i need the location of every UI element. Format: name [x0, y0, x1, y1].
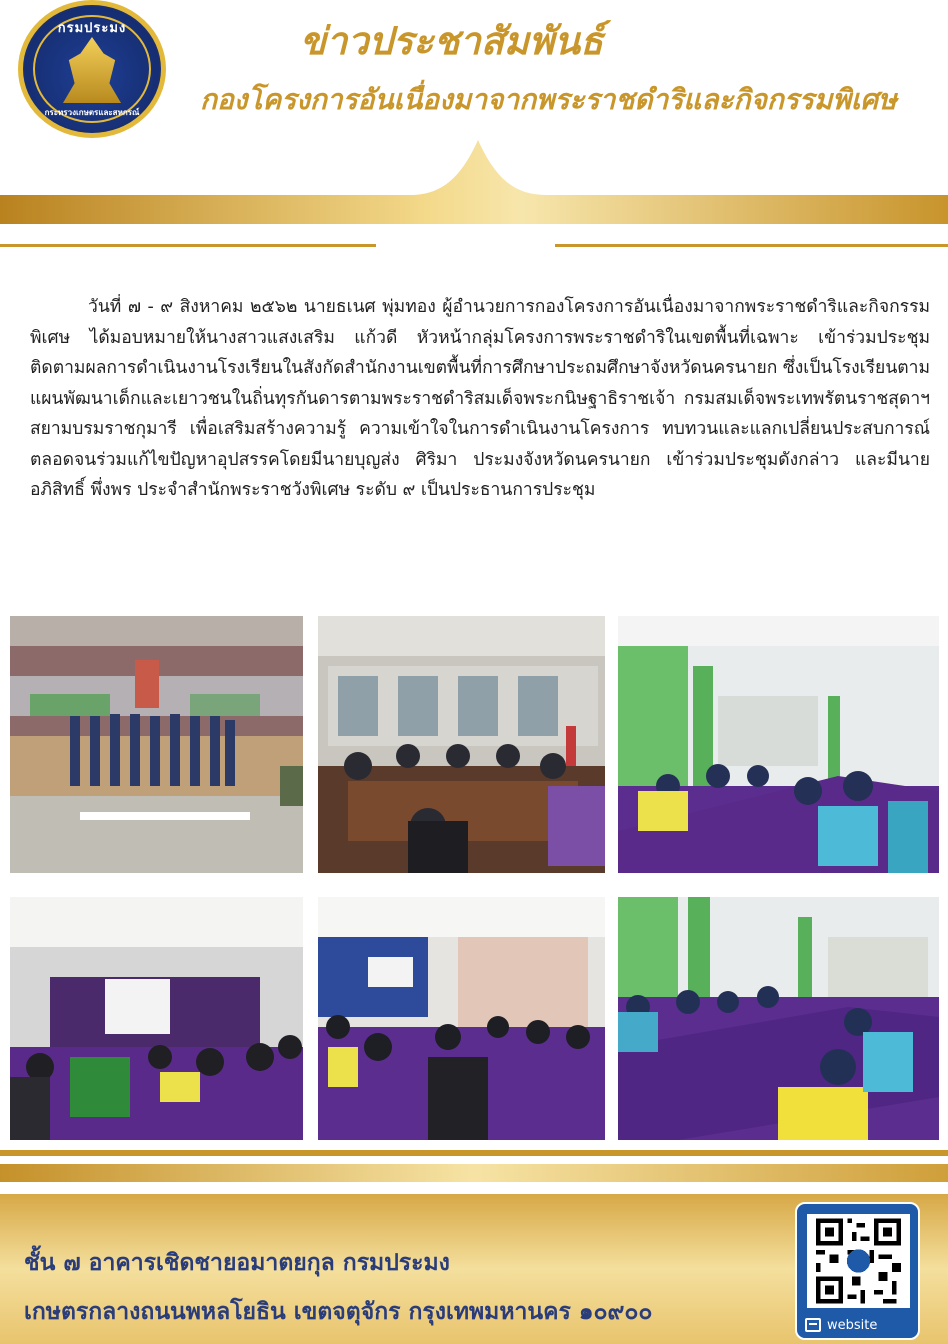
footer-address-line-2: เกษตรกลางถนนพหลโยธิน เขตจตุจักร กรุงเทพมหานคร ๑๐๙๐๐ [24, 1298, 653, 1325]
website-qr-card[interactable] [795, 1202, 920, 1340]
photo-meeting-purple-tables-1 [618, 616, 939, 873]
page-title: ข่าวประชาสัมพันธ์ [300, 18, 604, 63]
photo-group-at-school [10, 616, 303, 873]
website-icon [805, 1318, 821, 1332]
photo-meeting-purple-tables-2 [618, 897, 939, 1140]
header-gold-swoosh [0, 140, 948, 260]
website-link[interactable] [805, 1314, 915, 1336]
qr-code-icon [807, 1214, 910, 1308]
page-subtitle: กองโครงการอันเนื่องมาจากพระราชดำริและกิจกรรมพิเศษ [200, 83, 897, 116]
article-body: วันที่ ๗ - ๙ สิงหาคม ๒๕๖๒ นายธเนศ พุ่มทอง ผู้อำนวยการกองโครงการอันเนื่องมาจากพระราชดำริและกิจกรรมพิเศษ ได้มอบหมายให้นางสาวแสงเสริม แก้วดี หัวหน้ากลุ่มโครงการพระราชดำริในเขตพื้นที่เฉพาะ เข้าร่วมประชุมติดตามผลการดำเนินงานโรงเรียนในสังกัดสำนักงานเขตพื้นที่การศึกษาประถมศึกษาจังหวัดนครนายก ซึ่งเป็นโรงเรียนตามแผนพัฒนาเด็กและเยาวชนในถิ่นทุรกันดารตามพระราชดำริสมเด็จพระกนิษฐาธิราชเจ้า กรมสมเด็จพระเทพรัตนราชสุดาฯ สยามบรมราชกุมารี เพื่อเสริมสร้างความรู้ ความเข้าใจในการดำเนินงานโครงการ ทบทวนและแลกเปลี่ยนประสบการณ์ ตลอดจนร่วมแก้ไขปัญหาอุปสรรคโดยมีนายบุญส่ง ศิริมา ประมงจังหวัดนครนายก เข้าร่วมประชุมดังกล่าว และมีนายอภิสิทธิ์ พึ่งพร ประจำสำนักพระราชวังพิเศษ ระดับ ๙ เป็นประธานการประชุม [30, 297, 931, 500]
department-logo [18, 0, 166, 138]
footer-address-line-1: ชั้น ๗ อาคารเชิดชายอมาตยกุล กรมประมง [24, 1249, 450, 1276]
photo-meeting-room-2 [318, 897, 605, 1140]
logo-text-top: กรมประมง [57, 21, 127, 36]
logo-text-bottom: กระทรวงเกษตรและสหกรณ์ [44, 108, 140, 117]
photo-conference-hall [10, 897, 303, 1140]
website-label: website [827, 1317, 878, 1333]
photo-meeting-room-1 [318, 616, 605, 873]
